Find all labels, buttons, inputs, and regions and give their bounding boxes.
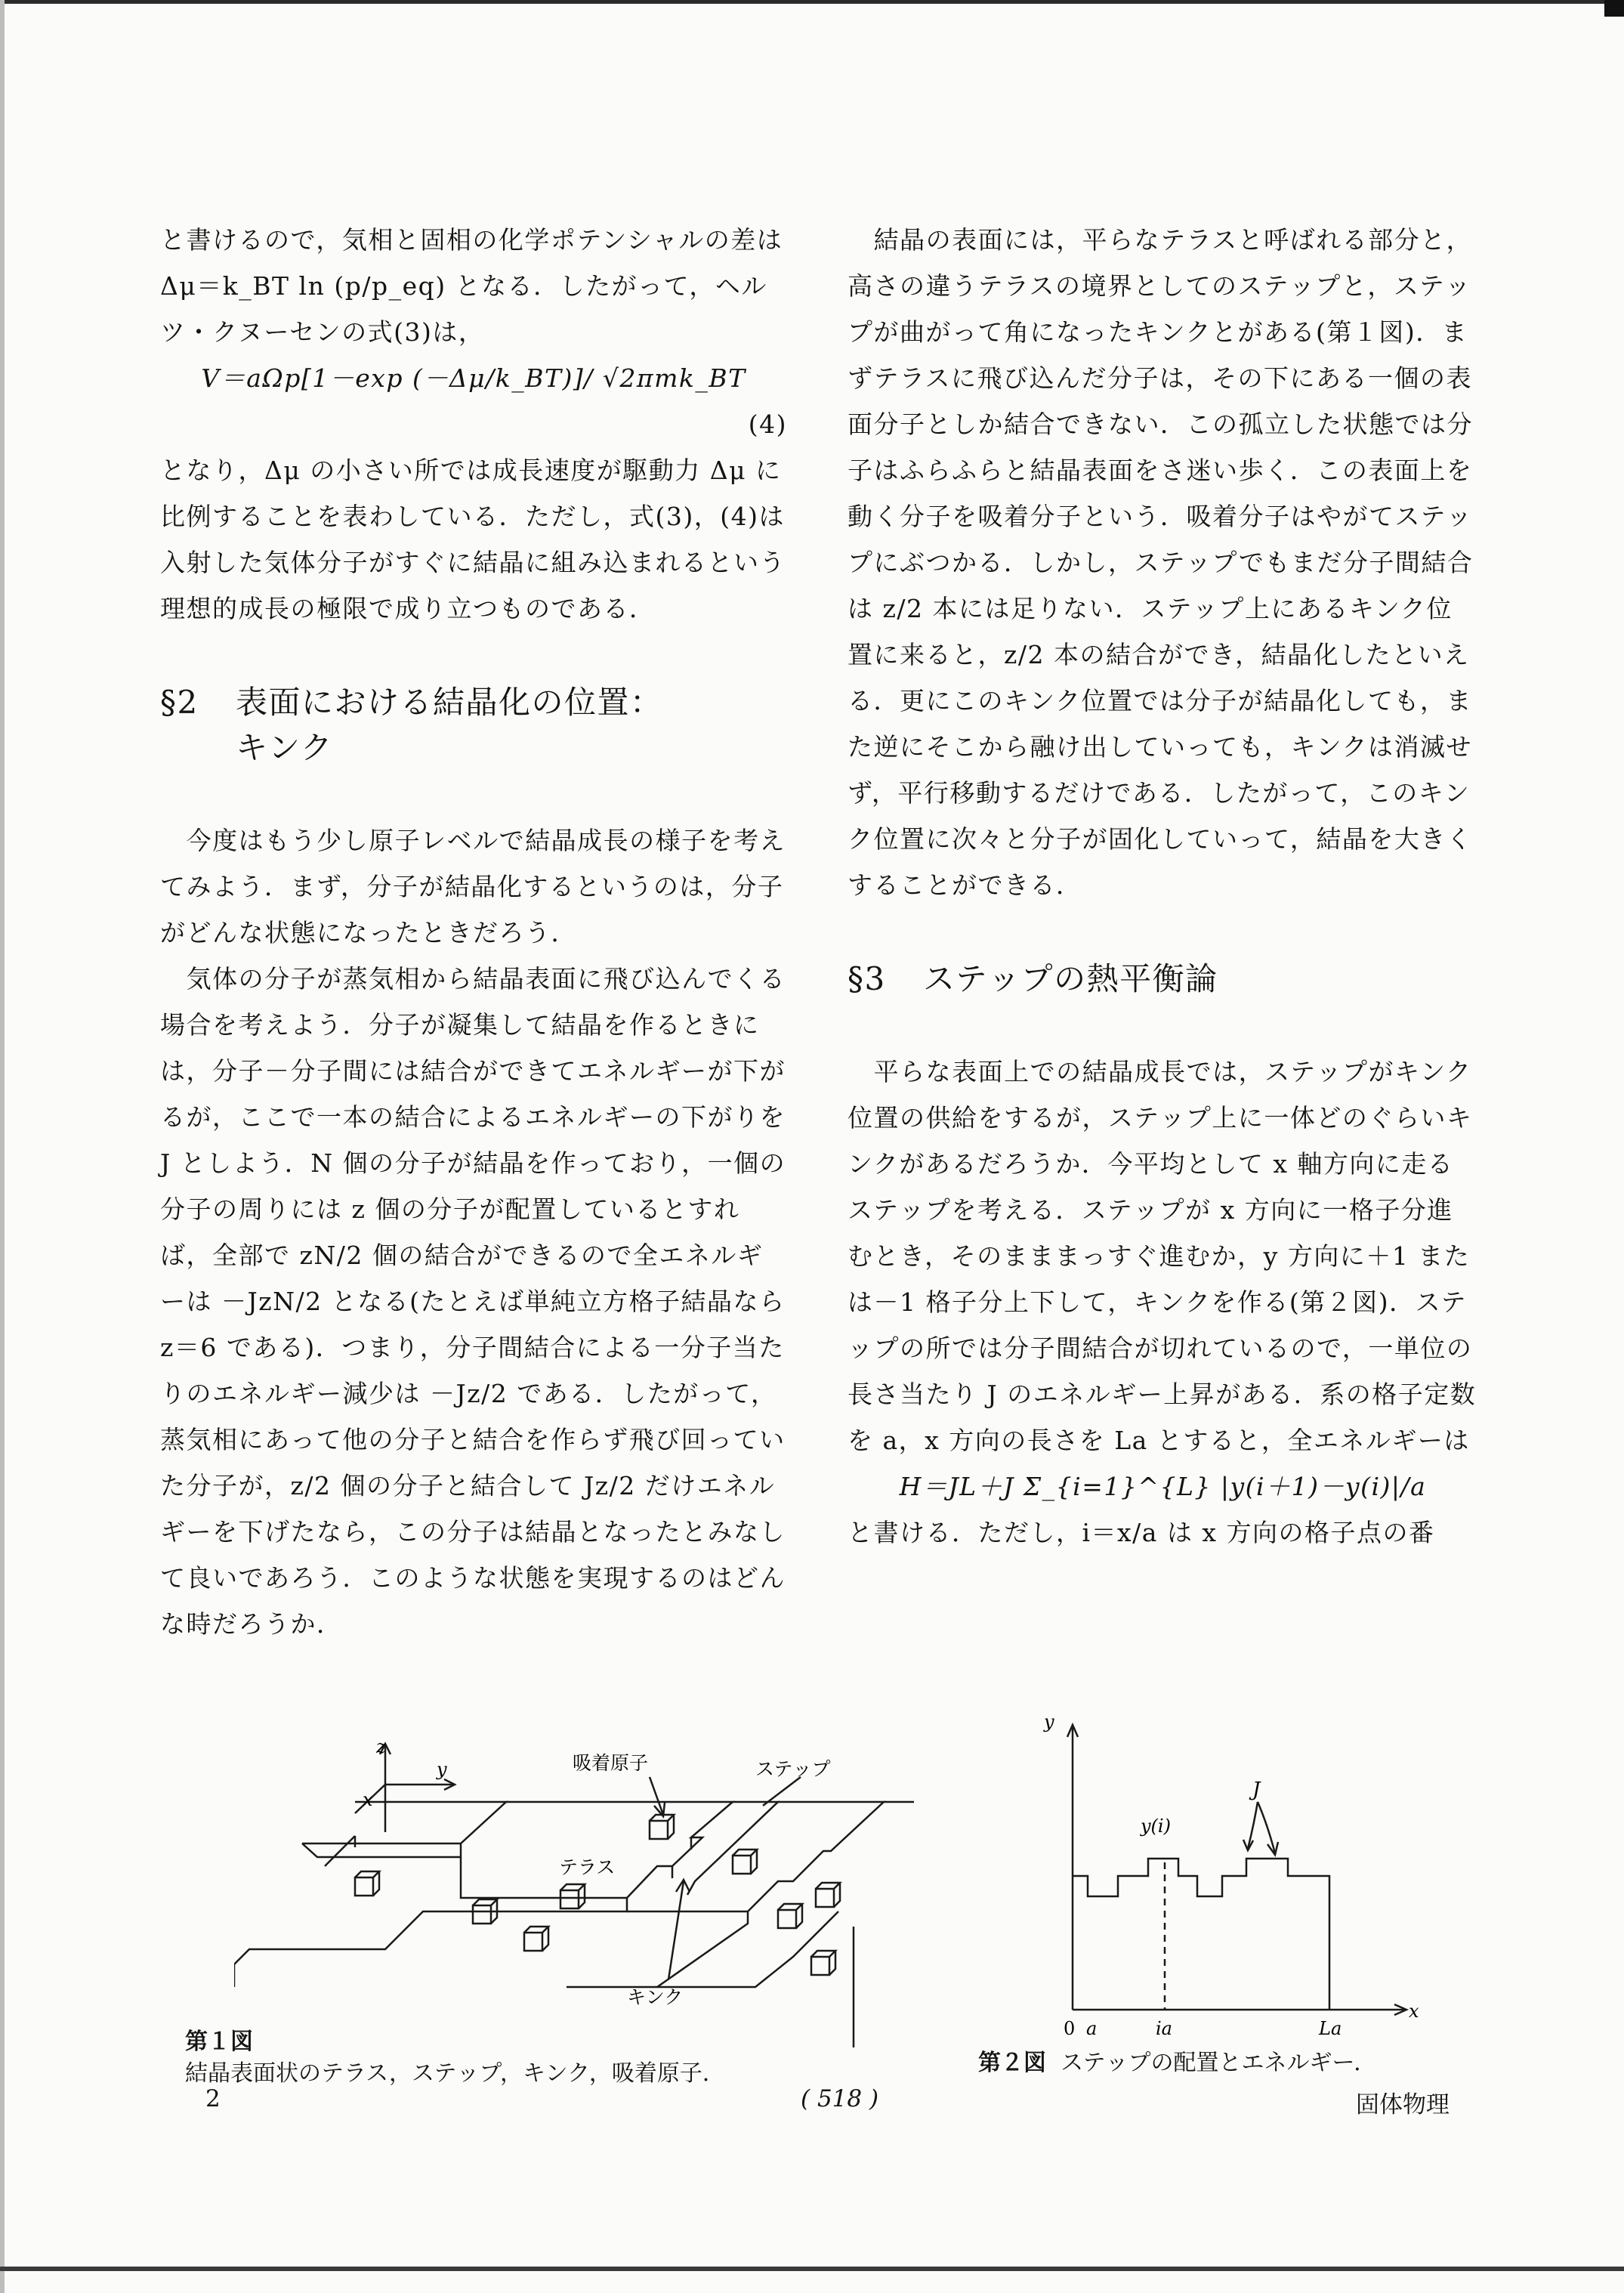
- fig2-axis-y: y: [1044, 1711, 1054, 1732]
- section-3-title: ステップの熱平衡論: [923, 960, 1218, 997]
- scan-left-edge: [0, 0, 5, 2293]
- right-paragraph-3: と書ける．ただし，i＝x/a は x 方向の格子点の番: [848, 1518, 1435, 1547]
- section-3-heading: [848, 956, 1478, 1002]
- fig1-label-step: ステップ: [755, 1758, 831, 1780]
- section-2-title-line2: キンク: [236, 729, 334, 766]
- equation-H: H＝JL＋J Σ_{i=1}^{L} |y(i＋1)－y(i)|/a: [899, 1472, 1427, 1501]
- fig1-axis-z: z: [376, 1736, 386, 1757]
- left-paragraph-2: となり，Δμ の小さい所では成長速度が駆動力 Δμ に比例することを表わしている．ただし，式(3)，(4)は入射した気体分子がすぐに結晶に組み込まれるという理想的成長の極限で成り立つものである．: [160, 456, 786, 623]
- fig2-label-J: J: [1252, 1778, 1261, 1801]
- right-paragraph-1: 結晶の表面には，平らなテラスと呼ばれる部分と，高さの違うテラスの境界としてのステップと，ステップが曲がって角になったキンクとがある(第１図)．まずテラスに飛び込んだ分子は，その下にある一個の表面分子としか結合できない．この孤立した状態では分子はふらふらと結晶表面をさ迷い歩く．この表面上を動く分子を吸着分子という．吸着分子はやがてステップにぶつかる．しかし，ステップでもまだ分子間結合は z/2 本には足りない．ステップ上にあるキンク位置に来ると，z/2 本の結合ができ，結晶化したといえる．更にこのキンク位置では分子が結晶化しても，また逆にそこから融け出していっても，キンクは消滅せず，平行移動するだけである．したがって，このキンク位置に次々と分子が固化していって，結晶を大きくすることができる．: [848, 225, 1474, 900]
- figure-2-diagram: [1027, 1711, 1420, 2051]
- fig2-label-yi: y(i): [1141, 1816, 1171, 1837]
- figure-2-caption-text: ステップの配置とエネルギー．: [1061, 2050, 1377, 2076]
- section-2-title-line1: 表面における結晶化の位置：: [236, 684, 663, 721]
- scan-corner-mark: [1604, 0, 1624, 17]
- figure-1-caption-number: 第１図: [185, 2029, 253, 2055]
- fig1-label-terrace: テラス: [559, 1856, 616, 1878]
- fig2-tick-0: 0: [1064, 2018, 1076, 2039]
- section-3-number: §3: [848, 960, 886, 997]
- right-column: [848, 217, 1478, 1556]
- section-2-number: §2: [160, 684, 199, 721]
- journal-name: 固体物理: [1356, 2091, 1450, 2118]
- fig1-label-kink: キンク: [627, 1986, 684, 2008]
- fig2-axis-x: x: [1409, 2001, 1419, 2022]
- fig1-axis-x: x: [363, 1789, 373, 1810]
- right-paragraph-2: 平らな表面上での結晶成長では，ステップがキンク位置の供給をするが，ステップ上に一体どのぐらいキンクがあるだろうか．今平均として x 軸方向に走るステップを考える．ステップが x 方向に一格子分進むとき，そのまままっすぐ進むか，y 方向に＋1 または－1 格子分上下して，キンクを作る(第２図)．ステップの所では分子間結合が切れているので，一単位の長さ当たり J のエネルギー上昇がある．系の格子定数を a，x 方向の長さを La とすると，全エネルギーは: [848, 1057, 1477, 1455]
- page-number-left: 2: [205, 2085, 221, 2112]
- figure-2-caption-number: 第２図: [978, 2050, 1046, 2076]
- fig1-axis-y: y: [437, 1759, 447, 1780]
- figure-1-diagram: [234, 1730, 914, 2055]
- left-paragraph-1: と書けるので，気相と固相の化学ポテンシャルの差は Δμ＝k_BT ln (p/p_eq) となる．したがって，ヘルツ・クヌーセンの式(3)は，: [160, 225, 783, 347]
- figure-1-caption-text: 結晶表面状のテラス，ステップ，キンク，吸着原子．: [185, 2060, 725, 2087]
- equation-4: V＝aΩp[1－exp (－Δμ/k_BT)]/ √2πmk_BT: [201, 363, 746, 393]
- equation-4-number: (4): [748, 409, 787, 439]
- scan-bottom-edge: [0, 2267, 1624, 2271]
- section-2-heading: [160, 680, 787, 771]
- fig2-tick-a: a: [1086, 2018, 1098, 2039]
- figure-2-caption: [978, 2047, 1376, 2079]
- fig2-tick-ia: ia: [1156, 2018, 1172, 2039]
- scan-top-edge: [0, 0, 1624, 4]
- fig2-tick-La: La: [1319, 2018, 1342, 2039]
- left-paragraph-4: 気体の分子が蒸気相から結晶表面に飛び込んでくる場合を考えよう．分子が凝集して結晶を作るときには，分子－分子間には結合ができてエネルギーが下がるが，ここで一本の結合によるエネルギーの下がりを J としよう．N 個の分子が結晶を作っており，一個の分子の周りには z 個の分子が配置しているとすれば，全部で zN/2 個の結合ができるので全エネルギーは －JzN/2 となる(たとえば単純立方格子結晶なら z＝6 である)．つまり，分子間結合による一分子当たりのエネルギー減少は －Jz/2 である．したがって，蒸気相にあって他の分子と結合を作らず飛び回っていた分子が，z/2 個の分子と結合して Jz/2 だけエネルギーを下げたなら，この分子は結晶となったとみなして良いであろう．このような状態を実現するのはどんな時だろうか．: [160, 964, 786, 1639]
- fig1-label-adatom: 吸着原子: [573, 1752, 649, 1774]
- figure-1-caption: [185, 2026, 725, 2090]
- left-paragraph-3: 今度はもう少し原子レベルで結晶成長の様子を考えてみよう．まず，分子が結晶化するというのは，分子がどんな状態になったときだろう．: [160, 826, 786, 947]
- page-number-center: ( 518 ): [801, 2085, 879, 2112]
- left-column: [160, 217, 787, 1647]
